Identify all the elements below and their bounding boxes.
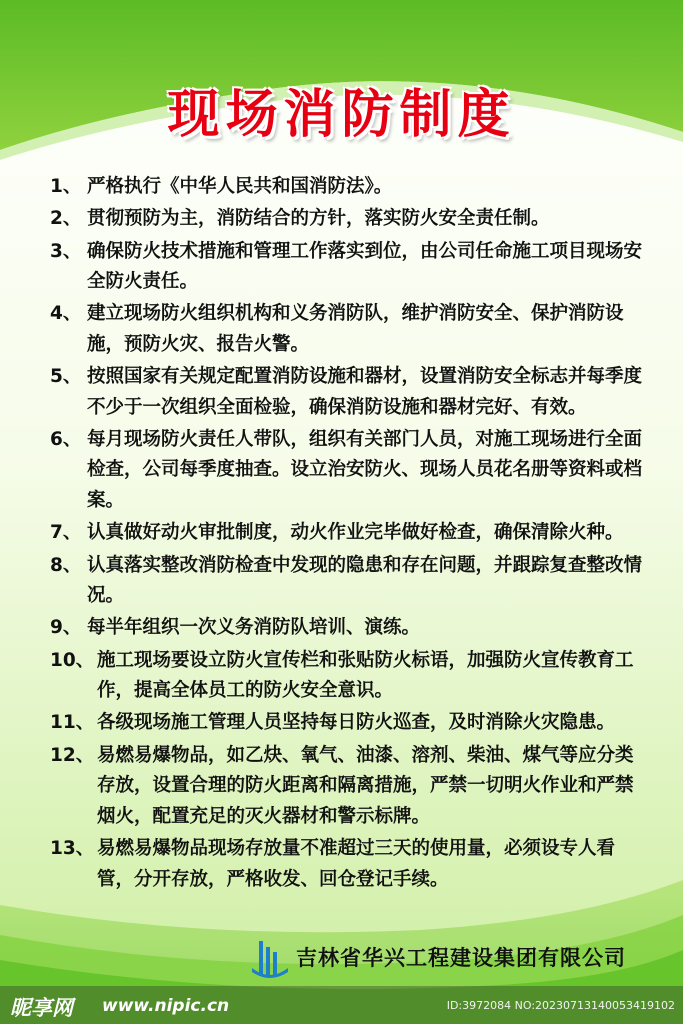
rule-item: [50, 518, 650, 549]
rule-item: [50, 708, 650, 739]
rule-text: 贯彻预防为主，消防结合的方针，落实防火安全责任制。: [87, 208, 550, 230]
poster-title: 现场消防制度: [167, 85, 516, 145]
rule-number: 13、: [50, 838, 95, 860]
rule-text: 每月现场防火责任人带队，组织有关部门人员，对施工现场进行全面检查，公司每季度抽查。设立治安防火、现场人员花名册等资料或档案。: [87, 428, 643, 511]
rule-number: 6、: [50, 428, 82, 450]
rule-number: 9、: [50, 617, 82, 639]
company-name: 吉林省华兴工程建设集团有限公司: [296, 946, 626, 970]
rule-text: 各级现场施工管理人员坚持每日防火巡查，及时消除火灾隐患。: [97, 712, 616, 734]
rule-item: [50, 646, 650, 707]
rule-text: 确保防火技术措施和管理工作落实到位，由公司任命施工项目现场安全防火责任。: [87, 240, 643, 293]
rule-text: 认真落实整改消防检查中发现的隐患和存在问题，并跟踪复查整改情况。: [87, 554, 643, 607]
rule-item: [50, 551, 650, 612]
rule-item: [50, 425, 650, 517]
rule-text: 易燃易爆物品现场存放量不准超过三天的使用量，必须设专人看管，分开存放，严格收发、回仓登记手续。: [97, 838, 616, 890]
rule-item: [50, 834, 650, 895]
rule-number: 10、: [50, 649, 95, 671]
rule-item: [50, 237, 650, 298]
rule-item: [50, 741, 650, 833]
rule-number: 12、: [50, 744, 95, 766]
rule-number: 8、: [50, 554, 82, 576]
building-logo-icon: [250, 938, 290, 980]
rule-text: 每半年组织一次义务消防队培训、演练。: [87, 617, 421, 639]
rule-item: [50, 299, 650, 360]
rule-text: 按照国家有关规定配置消防设施和器材，设置消防安全标志并每季度不少于一次组织全面检验，确保消防设施和器材完好、有效。: [87, 366, 643, 418]
rule-text: 严格执行《中华人民共和国消防法》。: [87, 176, 393, 197]
rules-list: [50, 172, 650, 897]
rule-number: 5、: [50, 366, 82, 388]
rule-number: 3、: [50, 240, 82, 262]
rule-item: [50, 172, 650, 203]
rule-item: [50, 204, 650, 235]
rule-number: 11、: [50, 712, 95, 734]
watermark-url: www.nipic.cn: [102, 996, 230, 1016]
rule-item: [50, 613, 650, 644]
rule-text: 施工现场要设立防火宣传栏和张贴防火标语，加强防火宣传教育工作，提高全体员工的防火安全意识。: [97, 649, 634, 702]
rule-number: 1、: [50, 176, 82, 197]
watermark-id: ID:3972084 NO:20230713140053419102: [446, 999, 675, 1012]
rule-text: 建立现场防火组织机构和义务消防队，维护消防安全、保护消防设施，预防火灾、报告火警。: [87, 303, 624, 355]
rule-text: 易燃易爆物品，如乙炔、氧气、油漆、溶剂、柴油、煤气等应分类存放，设置合理的防火距离和隔离措施，严禁一切明火作业和严禁烟火，配置充足的灭火器材和警示标牌。: [97, 744, 634, 827]
rule-number: 4、: [50, 303, 82, 325]
watermark-logo: 昵享网: [10, 996, 73, 1020]
rule-number: 2、: [50, 208, 82, 230]
rule-number: 7、: [50, 522, 82, 544]
rule-text: 认真做好动火审批制度，动火作业完毕做好检查，确保清除火种。: [87, 522, 624, 544]
rule-item: [50, 362, 650, 423]
